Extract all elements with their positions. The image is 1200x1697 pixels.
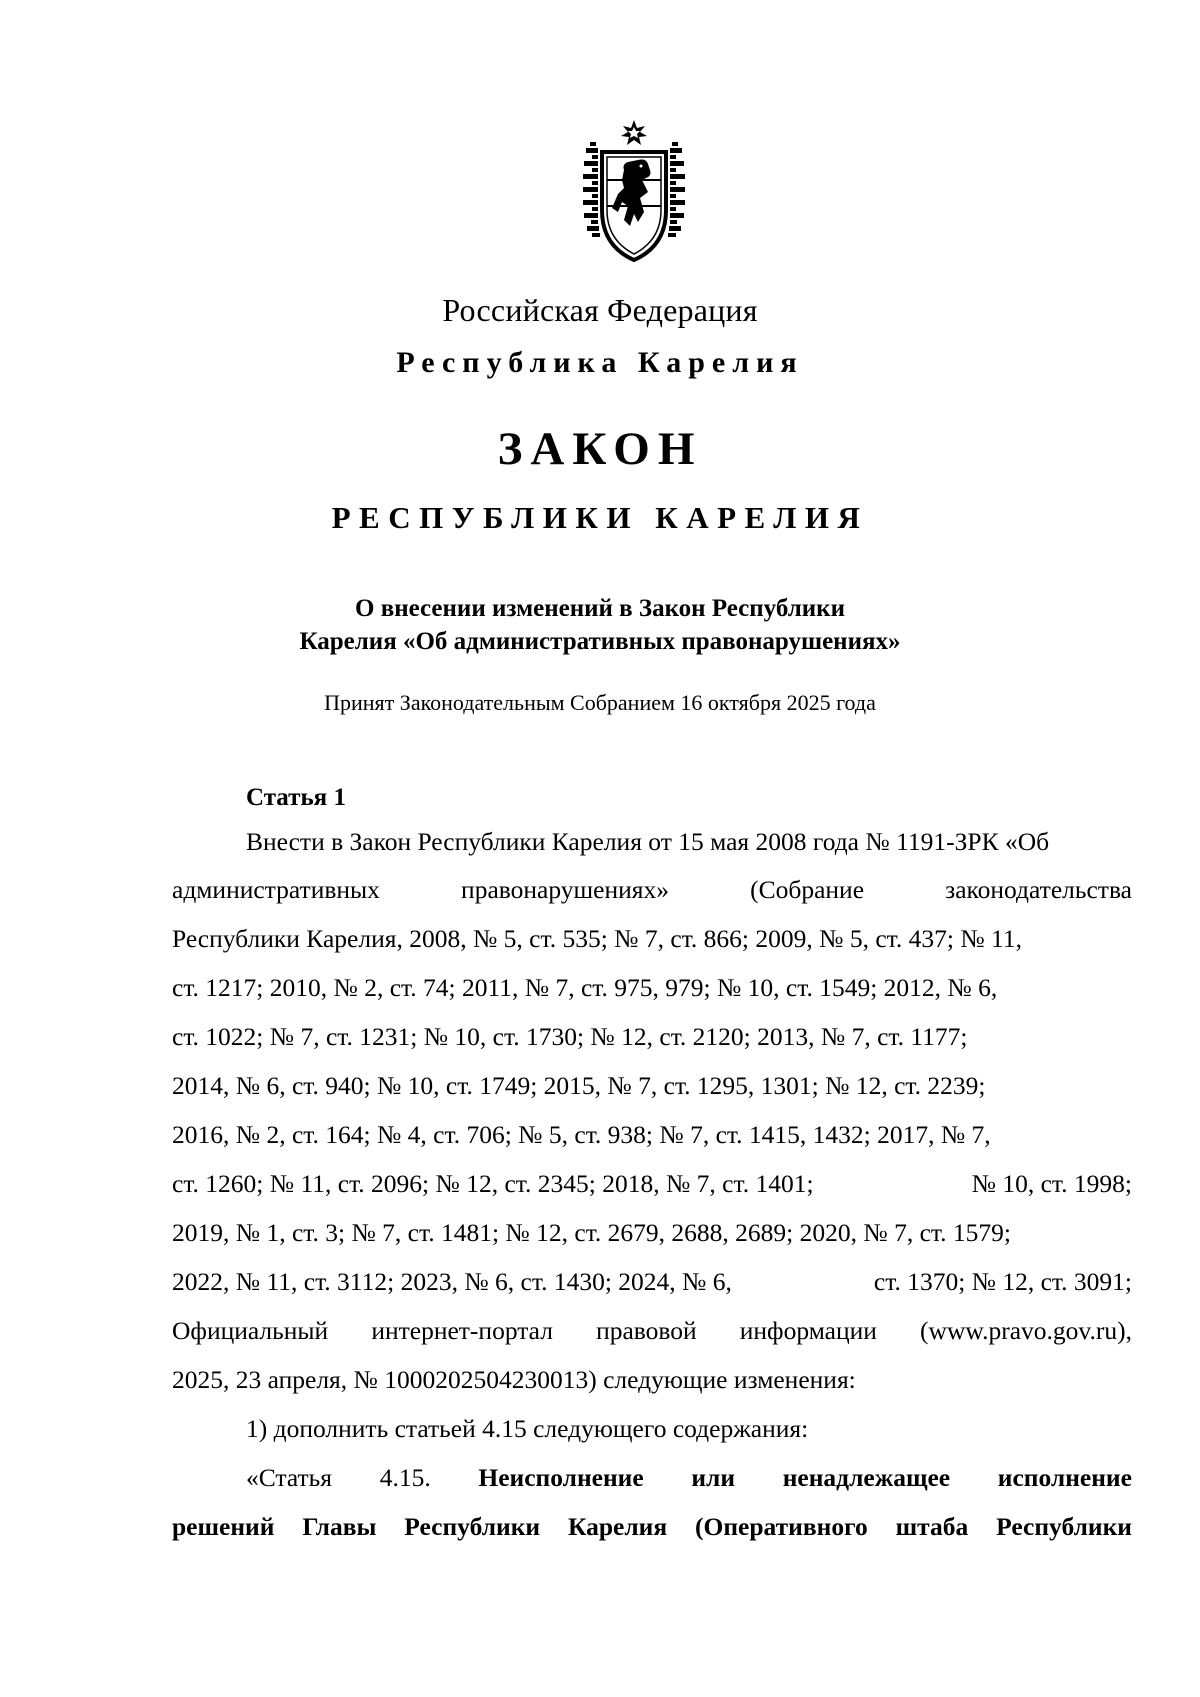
new-article-number: 4.15.	[379, 1463, 431, 1492]
body-line	[172, 1216, 1132, 1250]
body-text-segment: 2022, № 11, ст. 3112; 2023, № 6, ст. 1430; 2024, № 6,	[172, 1267, 732, 1296]
new-article-title-word: исполнение	[997, 1463, 1132, 1492]
document-type: ЗАКОН	[497, 423, 703, 475]
body-line	[172, 922, 1132, 956]
adoption-date-note: Принят Законодательным Собранием 16 октября 2025 года	[324, 690, 876, 715]
body-text-segment: Внести в Закон Республики Карелия от 15 мая 2008 года № 1191-ЗРК «Об	[246, 827, 1050, 856]
body-line	[172, 971, 1132, 1005]
article-body	[172, 825, 1132, 1505]
law-title-line-2: Карелия «Об административных правонарушениях»	[299, 628, 901, 655]
new-article-heading-line-1	[172, 1461, 1132, 1495]
body-text-segment: административных	[172, 875, 380, 904]
body-text-segment: 2014, № 6, ст. 940; № 10, ст. 1749; 2015, № 7, ст. 1295, 1301; № 12, ст. 2239;	[172, 1071, 986, 1100]
new-article-title-word: Неисполнение	[478, 1463, 644, 1492]
body-line	[172, 1167, 1132, 1201]
body-text-segment: (Собрание	[750, 875, 865, 904]
new-article-title-word: Республики	[404, 1512, 541, 1541]
new-article-title-word: ненадлежащее	[782, 1463, 951, 1492]
issuing-authority: РЕСПУБЛИКИ КАРЕЛИЯ	[331, 500, 869, 535]
new-article-title-word: или	[691, 1463, 736, 1492]
body-text-segment: информации	[739, 1316, 877, 1345]
list-item	[172, 1412, 1132, 1446]
body-line	[172, 1314, 1132, 1348]
star-icon	[621, 120, 647, 145]
country-name: Российская Федерация	[442, 292, 758, 328]
list-item-text: 1) дополнить статьей 4.15 следующего содержания:	[246, 1414, 809, 1443]
body-text-segment: интернет-портал	[371, 1316, 553, 1345]
body-text-segment: ст. 1260; № 11, ст. 2096; № 12, ст. 2345; 2018, № 7, ст. 1401;	[172, 1169, 814, 1198]
body-text-segment: законодательства	[945, 875, 1132, 904]
body-text-segment: ст. 1370; № 12, ст. 3091;	[873, 1267, 1132, 1296]
law-title-line-1: О внесении изменений в Закон Республики	[355, 595, 845, 622]
body-text-segment: правовой	[596, 1316, 697, 1345]
body-line	[172, 1265, 1132, 1299]
body-line	[172, 1020, 1132, 1054]
body-text-segment: № 10, ст. 1998;	[971, 1169, 1132, 1198]
body-text-segment: ст. 1022; № 7, ст. 1231; № 10, ст. 1730; № 12, ст. 2120; 2013, № 7, ст. 1177;	[172, 1022, 968, 1051]
body-line	[172, 1118, 1132, 1152]
republic-name: Республика Карелия	[396, 346, 804, 379]
body-line	[172, 1069, 1132, 1103]
body-line	[172, 1363, 1132, 1397]
new-article-heading-continuation	[172, 1510, 1132, 1550]
body-text-segment: 2019, № 1, ст. 3; № 7, ст. 1481; № 12, ст. 2679, 2688, 2689; 2020, № 7, ст. 1579;	[172, 1218, 1011, 1247]
body-text-segment: (www.pravo.gov.ru),	[920, 1316, 1132, 1345]
body-text-segment: правонарушениях»	[461, 875, 669, 904]
coat-of-arms-emblem	[578, 118, 690, 264]
new-article-title-word: Главы	[302, 1512, 377, 1541]
body-line	[172, 873, 1132, 907]
body-line	[172, 825, 1132, 859]
new-article-title-word: штаба	[895, 1512, 969, 1541]
new-article-title-word: Республики	[996, 1512, 1132, 1541]
body-text-segment: ст. 1217; 2010, № 2, ст. 74; 2011, № 7, ст. 975, 979; № 10, ст. 1549; 2012, № 6,	[172, 973, 998, 1002]
body-text-segment: 2025, 23 апреля, № 1000202504230013) следующие изменения:	[172, 1365, 856, 1394]
body-text-segment: 2016, № 2, ст. 164; № 4, ст. 706; № 5, ст. 938; № 7, ст. 1415, 1432; 2017, № 7,	[172, 1120, 991, 1149]
new-article-prefix: «Статья	[246, 1463, 333, 1492]
body-text-segment: Республики Карелия, 2008, № 5, ст. 535; № 7, ст. 866; 2009, № 5, ст. 437; № 11,	[172, 924, 1022, 953]
new-article-title-word: Карелия	[567, 1512, 668, 1541]
new-article-title-word: (Оперативного	[695, 1512, 868, 1541]
article-heading: Статья 1	[246, 784, 346, 811]
new-article-heading-line-2	[172, 1510, 1132, 1544]
new-article-title-word: решений	[172, 1512, 275, 1541]
body-text-segment: Официальный	[172, 1316, 329, 1345]
